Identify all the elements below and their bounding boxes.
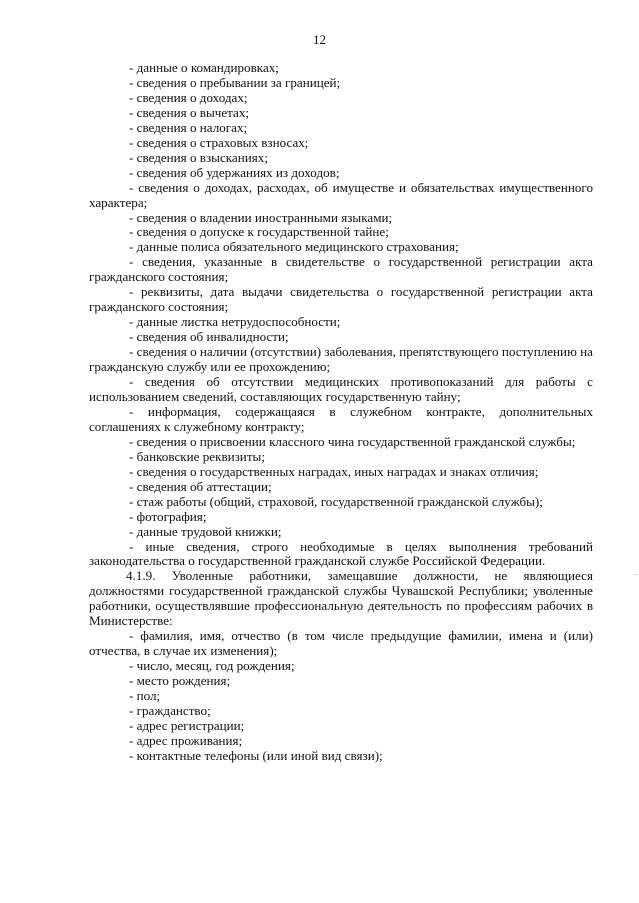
list-item: - сведения о государственных наградах, иных наградах и знаках отличия; <box>129 463 539 479</box>
section-paragraph: 4.1.9. Уволенные работники, замещавшие должности, не являющиеся должностями государственной гражданской службы Чувашской Республики; уволенные работники, осуществлявшие профессиональную деятельность по профессиям рабочих в Министерстве: <box>89 568 593 629</box>
list-item: - фотография; <box>129 508 207 524</box>
list-item: - данные листка нетрудоспособности; <box>129 314 341 330</box>
list-item: - сведения о доходах, расходах, об имуществе и обязательствах имущественного характера; <box>89 179 593 210</box>
list-item: - гражданство; <box>129 702 211 718</box>
list-item: - фамилия, имя, отчество (в том числе предыдущие фамилии, имена и (или) отчества, в случае их изменения); <box>89 628 593 659</box>
list-item: - стаж работы (общий, страховой, государственной гражданской службы); <box>129 493 543 509</box>
list-item: - информация, содержащаяся в служебном контракте, дополнительных соглашениях к служебному контракту; <box>89 403 593 434</box>
list-item: - контактные телефоны (или иной вид связи); <box>129 747 383 763</box>
list-item: - сведения о наличии (отсутствии) заболевания, препятствующего поступлению на гражданскую службу или ее прохождению; <box>89 344 593 375</box>
list-item: - данные о командировках; <box>129 60 279 75</box>
list-item: - сведения о вычетах; <box>129 104 250 120</box>
list-item: - реквизиты, дата выдачи свидетельства о государственной регистрации акта гражданского состояния; <box>89 284 593 315</box>
list-item: - данные трудовой книжки; <box>129 523 282 539</box>
list-item: - пол; <box>129 688 161 704</box>
list-item: - сведения о взысканиях; <box>129 149 268 165</box>
list-item: - сведения о присвоении классного чина государственной гражданской службы; <box>129 433 576 449</box>
list-item: - адрес проживания; <box>129 732 243 748</box>
list-item: - сведения о доходах; <box>129 89 248 105</box>
list-item: - место рождения; <box>129 673 231 689</box>
list-item: - сведения о пребывании за границей; <box>129 74 341 90</box>
list-item: - сведения, указанные в свидетельстве о государственной регистрации акта гражданского состояния; <box>89 254 593 285</box>
page-number: 12 <box>313 32 326 47</box>
list-item: - банковские реквизиты; <box>129 448 265 464</box>
list-item: - сведения об аттестации; <box>129 478 272 494</box>
document-body <box>89 61 593 764</box>
list-item: - иные сведения, строго необходимые в целях выполнения требований законодательства о государственной гражданской службе Российской Федерации. <box>89 538 593 569</box>
list-item: - число, месяц, год рождения; <box>129 658 295 674</box>
edge-mark <box>634 574 637 575</box>
list-item: - сведения об удержаниях из доходов; <box>129 164 340 180</box>
list-item: - сведения об отсутствии медицинских противопоказаний для работы с использованием сведений, составляющих государственную тайну; <box>89 374 593 404</box>
list-item: - сведения о налогах; <box>129 119 248 135</box>
list-item: - адрес регистрации; <box>129 717 245 733</box>
list-item: - сведения о допуске к государственной тайне; <box>129 224 389 240</box>
list-item: - сведения о страховых взносах; <box>129 134 309 150</box>
list-item: - сведения о владении иностранными языками; <box>129 209 393 225</box>
list-item: - данные полиса обязательного медицинского страхования; <box>129 239 459 255</box>
list-item: - сведения об инвалидности; <box>129 329 289 345</box>
